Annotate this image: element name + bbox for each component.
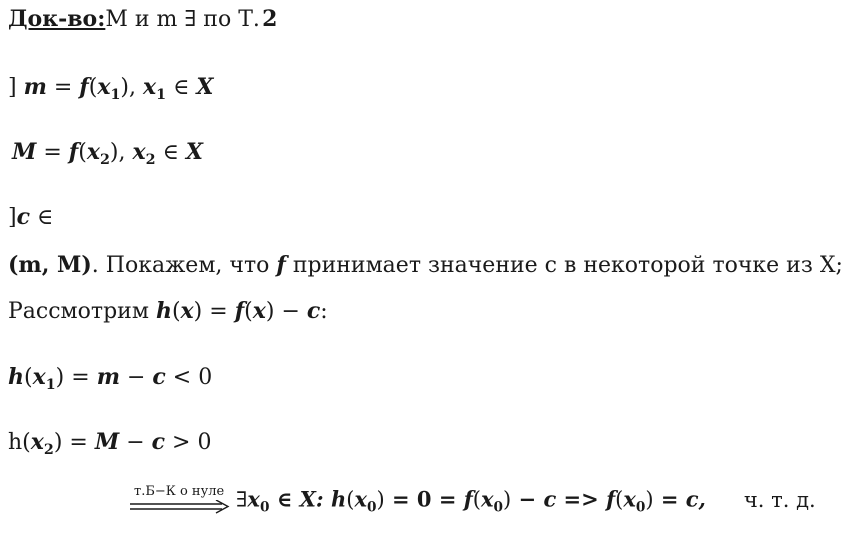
arrow-label: т.Б−К о нуле	[134, 484, 225, 499]
formula-min: ] $m = f(x_1)$, $x_1$ ∈ X	[8, 74, 214, 103]
double-arrow-icon	[130, 500, 230, 514]
proof-intro: M и m ∃ по Т.	[105, 7, 260, 32]
theorem-number: 2	[262, 6, 278, 32]
formula-h-x2: $h(x_2) = M - c > 0$	[8, 429, 212, 458]
formula-c-in: ]c ∈	[8, 204, 54, 230]
formula-h-x1: $h(x_1) = m - c < 0$	[8, 364, 213, 393]
proof-header	[8, 6, 277, 33]
qed-mark: ч. т. д.	[743, 487, 816, 512]
conclusion-line: т.Б−К о нуле $\exists x_0$ ∈ X: $h(x_0) = 0 = f(x_0) - c => f(x_0) = c$, ч. т. д.	[130, 484, 816, 518]
statement-show: (m, M). Покажем, что f принимает значение с в некоторой точке из X;	[8, 252, 843, 278]
formula-max: $M = f(x_2)$, $x_2$ ∈ X	[12, 139, 203, 168]
implies-arrow	[130, 484, 230, 518]
statement-consider: Рассмотрим h(x) = f(x) − c:	[8, 298, 328, 324]
proof-label: Док-во:	[8, 6, 106, 32]
